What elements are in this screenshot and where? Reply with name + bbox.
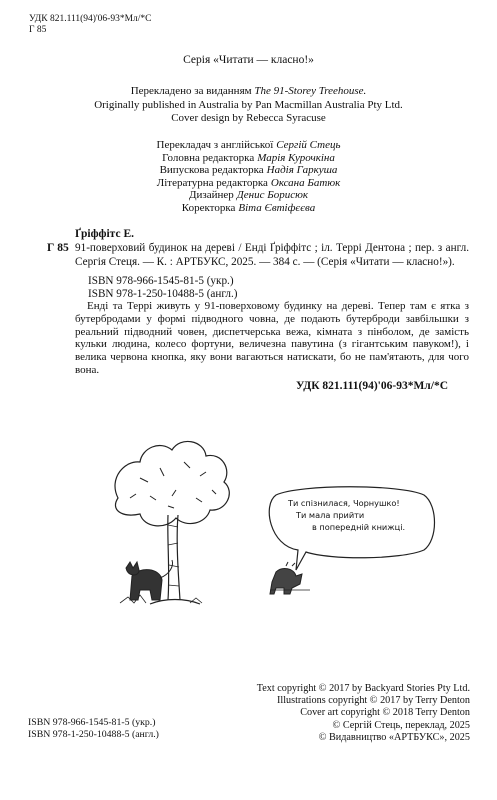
isbn-line: ISBN 978-1-250-10488-5 (англ.)	[28, 729, 159, 740]
dog-drawing	[270, 562, 310, 594]
translated-from-prefix: Перекладено за виданням	[130, 85, 255, 97]
isbn-eng: ISBN 978-1-250-10488-5 (англ.)	[88, 288, 238, 300]
speech-line: Ти мала прийти	[296, 510, 365, 520]
staff-name: Марія Курочкіна	[257, 151, 335, 164]
copyright-line: Cover art copyright © 2018 Terry Denton	[300, 707, 470, 719]
catalog-author: Ґріффітс Е.	[75, 228, 134, 240]
cover-design-credit: Cover design by Rebecca Syracuse	[171, 112, 326, 124]
isbn-bottom	[28, 717, 159, 741]
series-title: Серія «Читати — класно!»	[183, 54, 314, 66]
original-title: The 91-Storey Treehouse.	[254, 85, 367, 97]
staff-role: Коректорка	[181, 201, 236, 214]
copyright-line: Text copyright © 2017 by Backyard Stories Pty Ltd.	[256, 683, 470, 694]
staff-role: Перекладач з англійської	[156, 139, 274, 151]
staff-role: Випускова редакторка	[159, 164, 264, 176]
catalog-code: Г 85	[29, 25, 47, 35]
catalog-udk: УДК 821.111(94)'06-93*Мл/*С	[296, 380, 448, 392]
copyright-line: Illustrations copyright © 2017 by Terry Denton	[276, 695, 470, 707]
staff-role: Дизайнер	[188, 189, 234, 201]
speech-line: в попередній книжці.	[312, 522, 406, 532]
speech-text	[288, 497, 418, 533]
copyright-line: © Сергій Стець, переклад, 2025	[332, 719, 470, 731]
udk-code: УДК 821.111(94)'06-93*Мл/*С	[29, 14, 152, 24]
isbn-ukr: ISBN 978-966-1545-81-5 (укр.)	[88, 275, 234, 287]
catalog-author-code: Г 85	[47, 242, 69, 254]
speech-line: Ти спізнилася, Чорнушко!	[288, 498, 400, 508]
staff-name: Сергій Стець	[276, 139, 341, 151]
staff-name: Віта Євтіфєєва	[238, 201, 316, 214]
staff-name: Оксана Батюк	[270, 176, 341, 189]
original-publisher: Originally published in Australia by Pan Macmillan Australia Pty Ltd.	[94, 98, 403, 111]
isbn-line: ISBN 978-966-1545-81-5 (укр.)	[28, 717, 156, 728]
staff-name: Надія Гаркуша	[266, 164, 338, 176]
copyright-line: © Видавництво «АРТБУКС», 2025	[318, 731, 470, 743]
staff-name: Денис Борисюк	[236, 189, 309, 201]
annotation: Енді та Террі живуть у 91-поверховому будинку на дереві. Тепер там є ятка з бутербродами у формі підводного човна, де подають бутерброди завбільшки з реальний підводний човен, диспетчерська вежа, кімната з пінболом, де замість кульки людина, колесо фортуни, величезна павутина (з гігантським павуком!), і велика червона кнопка, яку вони вагаються натискати, бо не пам'ятають, для чого вона.	[75, 300, 469, 376]
staff-role: Літературна редакторка	[156, 176, 268, 189]
cat-drawing	[126, 560, 173, 600]
catalog-description: 91-поверховий будинок на дереві / Енді Ґріффітс ; іл. Террі Дентона ; пер. з англ. Сергія Стеця. — К. : АРТБУКС, 2025. — 384 с. — (Серія «Читати — класно!»).	[75, 242, 469, 268]
staff-role: Головна редакторка	[162, 151, 255, 164]
